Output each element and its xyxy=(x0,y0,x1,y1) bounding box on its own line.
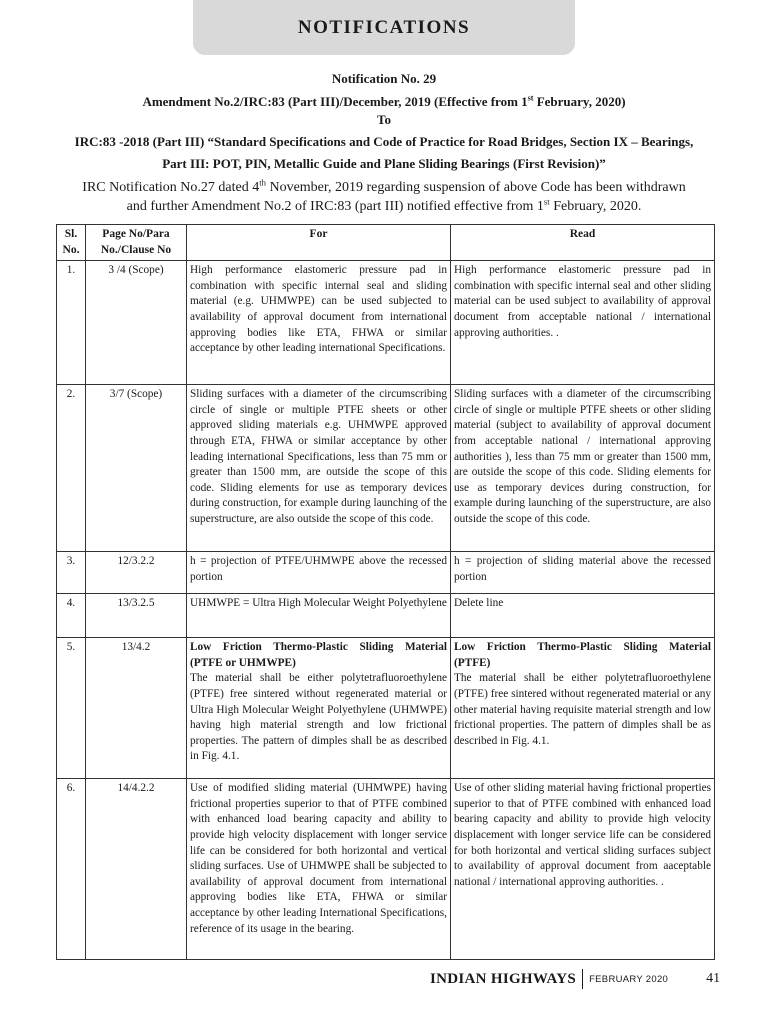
notifications-banner xyxy=(193,0,575,55)
table-header-row xyxy=(57,225,715,261)
table-row xyxy=(57,594,715,638)
intro-line-1 xyxy=(40,178,728,198)
row-sl: 4. xyxy=(57,594,86,638)
notification-number: Notification No. 29 xyxy=(331,71,437,86)
row-page: 12/3.2.2 xyxy=(86,552,187,594)
row-for-heading: Low Friction Thermo-Plastic Sliding Material (PTFE or UHMWPE) xyxy=(190,641,447,669)
row-sl: 1. xyxy=(57,261,86,385)
row-read: High performance elastomeric pressure pad in combination with specific internal seal and other sliding material can be used subject to availability of approval document from acceptable national / international approving authorities. . xyxy=(451,261,715,385)
row-page: 13/3.2.5 xyxy=(86,594,187,638)
table-row xyxy=(57,552,715,594)
banner-title: NOTIFICATIONS xyxy=(297,16,471,38)
header-sl-line1: Sl. xyxy=(64,228,78,240)
code-title-line-2: Part III: POT, PIN, Metallic Guide and Plane Sliding Bearings (First Revision)” xyxy=(162,156,606,171)
row-page: 13/4.2 xyxy=(86,638,187,779)
intro-l1-pre: IRC Notification No.27 dated 4 xyxy=(82,180,260,195)
row-read xyxy=(451,638,715,779)
header-page xyxy=(86,225,187,261)
page-number: 41 xyxy=(706,971,721,986)
row-sl: 5. xyxy=(57,638,86,779)
header-page-line1: Page No/Para xyxy=(102,228,170,240)
table-row xyxy=(57,779,715,960)
row-for: High performance elastomeric pressure pad in combination with specific internal seal and sliding material (e.g. UHMWPE) can be used subjected to availability of approval document from international approving bodies like ETA, FHWA or similar acceptance by other leading international Specifications. xyxy=(187,261,451,385)
header-page-line2: No./Clause No xyxy=(100,243,172,256)
row-for: Use of modified sliding material (UHMWPE) having frictional properties superior to that of PTFE combined with enhanced load bearing capacity and ability to provide high velocity displacement with longer service life can be considered for both horizontal and vertical sliding surfaces. Use of UHMWPE shall be subjected to availability of approval document from international approving bodies like ETA, FHWA or similar acceptance by other leading International Specifications, reference of its usage in the bearing. xyxy=(187,779,451,960)
table-row xyxy=(57,385,715,552)
row-for: UHMWPE = Ultra High Molecular Weight Polyethylene xyxy=(187,594,451,638)
row-page: 14/4.2.2 xyxy=(86,779,187,960)
intro-l1-post: November, 2019 regarding suspension of above Code has been withdrawn xyxy=(265,180,686,195)
intro-l2-post: February, 2020. xyxy=(549,199,642,214)
amendment-post: February, 2020) xyxy=(533,94,626,109)
row-sl: 3. xyxy=(57,552,86,594)
row-for: h = projection of PTFE/UHMWPE above the recessed portion xyxy=(187,552,451,594)
row-for-body: The material shall be either polytetrafluoroethylene (PTFE) free sintered without regenerated material or Ultra High Molecular Weight Polyethylene (UHMWPE) having high material strength and low frictional properties. The pattern of dimples shall be as described in Fig. 4.1. xyxy=(190,672,447,763)
header-for: For xyxy=(187,225,451,261)
row-read: h = projection of sliding material above the recessed portion xyxy=(451,552,715,594)
row-read: Use of other sliding material having frictional properties superior to that of PTFE combined with enhanced load bearing capacity and ability to provide high velocity displacement with longer service life can be considered for both horizontal and vertical sliding surfaces subject to availability of approval document from aaceptable national / international approving authorities. . xyxy=(451,779,715,960)
issue-month: FEBRUARY 2020 xyxy=(589,973,669,985)
amendment-sup: st xyxy=(527,93,534,103)
intro-l2-pre: and further Amendment No.2 of IRC:83 (part III) notified effective from 1 xyxy=(126,199,544,214)
table-row xyxy=(57,638,715,779)
row-read-heading: Low Friction Thermo-Plastic Sliding Material (PTFE) xyxy=(454,641,711,669)
header-sl-line2: No. xyxy=(62,243,80,256)
journal-name: INDIAN HIGHWAYS xyxy=(430,970,577,987)
code-title-line-1: IRC:83 -2018 (Part III) “Standard Specifications and Code of Practice for Road Bridges, Section IX – Bearings, xyxy=(74,134,694,149)
row-for: Sliding surfaces with a diameter of the circumscribing circle of single or multiple PTFE sheets or other approved sliding materials e.g. UHMWPE approved through ETA, FHWA or similar acceptance by other leading international Specifications, less than 75 mm or greater than 1500 mm, are outside the scope of this code. Sliding elements for use as temporary devices during construction, for example during launching of the superstructure, are also outside the scope of this code. xyxy=(187,385,451,552)
header-read: Read xyxy=(451,225,715,261)
header-sl xyxy=(57,225,86,261)
row-read: Sliding surfaces with a diameter of the circumscribing circle of single or multiple PTFE sheets or other sliding material (subject to availability of approval document from acceptable national / international approving authorities ), less than 75 mm or greater than 1500 mm, are outside the scope of this code. Sliding elements for use as temporary devices during construction, for example during launching of the superstructure, are also outside the scope of this code. xyxy=(451,385,715,552)
row-for xyxy=(187,638,451,779)
row-page: 3 /4 (Scope) xyxy=(86,261,187,385)
page-footer xyxy=(430,968,720,990)
intro-l2-sup: st xyxy=(543,196,550,207)
row-read: Delete line xyxy=(451,594,715,638)
table-row xyxy=(57,261,715,385)
row-sl: 6. xyxy=(57,779,86,960)
row-sl: 2. xyxy=(57,385,86,552)
amendment-table xyxy=(56,224,715,960)
intro-line-2 xyxy=(40,197,728,217)
row-read-body: The material shall be either polytetrafluoroethylene (PTFE) free sintered without regenerated material or any other material having requisite material strength and low frictional properties. The pattern of dimples shall be as described in Fig. 4.1. xyxy=(454,672,711,747)
amendment-pre: Amendment No.2/IRC:83 (Part III)/December, 2019 (Effective from 1 xyxy=(142,94,528,109)
footer-divider xyxy=(582,969,583,989)
row-page: 3/7 (Scope) xyxy=(86,385,187,552)
to-label: To xyxy=(377,112,391,127)
intro-l1-sup: th xyxy=(259,177,266,188)
